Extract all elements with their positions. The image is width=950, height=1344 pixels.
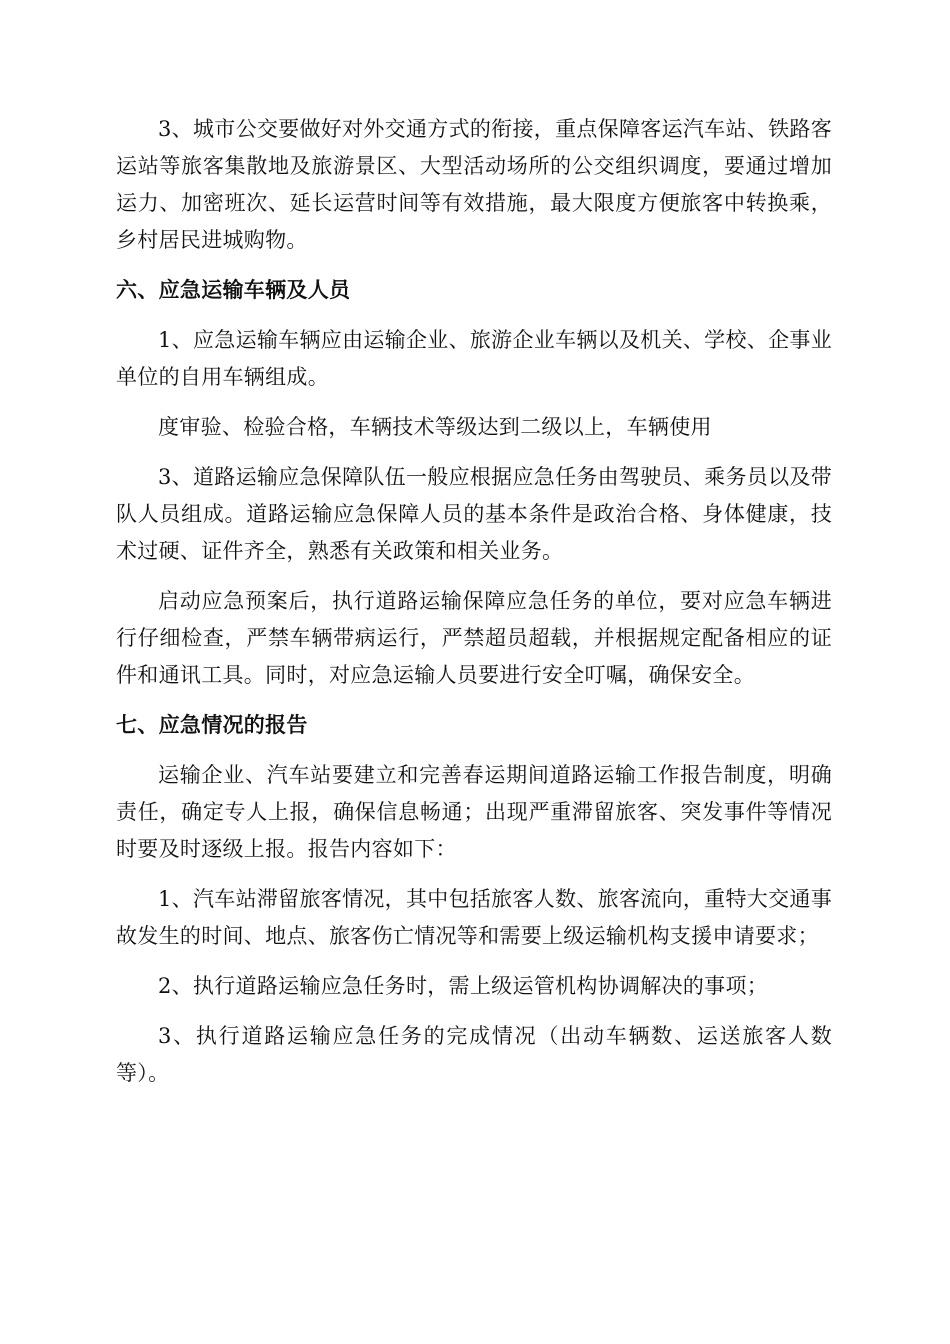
paragraph-emergency-team: 3、道路运输应急保障队伍一般应根据应急任务由驾驶员、乘务员以及带队人员组成。道路运输应急保障人员的基本条件是政治合格、身体健康，技术过硬、证件齐全，熟悉有关政策和相关业务。 [116, 465, 832, 563]
section-heading-6: 六、应急运输车辆及人员 [116, 278, 351, 302]
section-heading-7: 七、应急情况的报告 [116, 713, 308, 737]
paragraph-plan-activation: 启动应急预案后，执行道路运输保障应急任务的单位，要对应急车辆进行仔细检查，严禁车辆带病运行，严禁超员超载，并根据规定配备相应的证件和通讯工具。同时，对应急运输人员要进行安全叮嘱，确保安全。 [116, 589, 832, 687]
paragraph-vehicle-inspection: 度审验、检验合格，车辆技术等级达到二级以上，车辆使用 [158, 415, 712, 439]
document-body [116, 111, 832, 1092]
paragraph-reporting-system: 运输企业、汽车站要建立和完善春运期间道路运输工作报告制度，明确责任，确定专人上报，确保信息畅通；出现严重滞留旅客、突发事件等情况时要及时逐级上报。报告内容如下： [116, 763, 832, 861]
paragraph-report-item-2: 2、执行道路运输应急任务时，需上级运管机构协调解决的事项； [158, 974, 769, 998]
paragraph-public-transit: 3、城市公交要做好对外交通方式的衔接，重点保障客运汽车站、铁路客运站等旅客集散地及旅游景区、大型活动场所的公交组织调度，要通过增加运力、加密班次、延长运营时间等有效措施，最大限度方便旅客中转换乘，乡村居民进城购物。 [116, 117, 832, 252]
paragraph-report-item-3: 3、执行道路运输应急任务的完成情况（出动车辆数、运送旅客人数等）。 [116, 1024, 832, 1085]
paragraph-emergency-vehicles: 1、应急运输车辆应由运输企业、旅游企业车辆以及机关、学校、企事业单位的自用车辆组成。 [116, 328, 832, 389]
paragraph-report-item-1: 1、汽车站滞留旅客情况，其中包括旅客人数、旅客流向，重特大交通事故发生的时间、地点、旅客伤亡情况等和需要上级运输机构支援申请要求； [116, 887, 832, 948]
